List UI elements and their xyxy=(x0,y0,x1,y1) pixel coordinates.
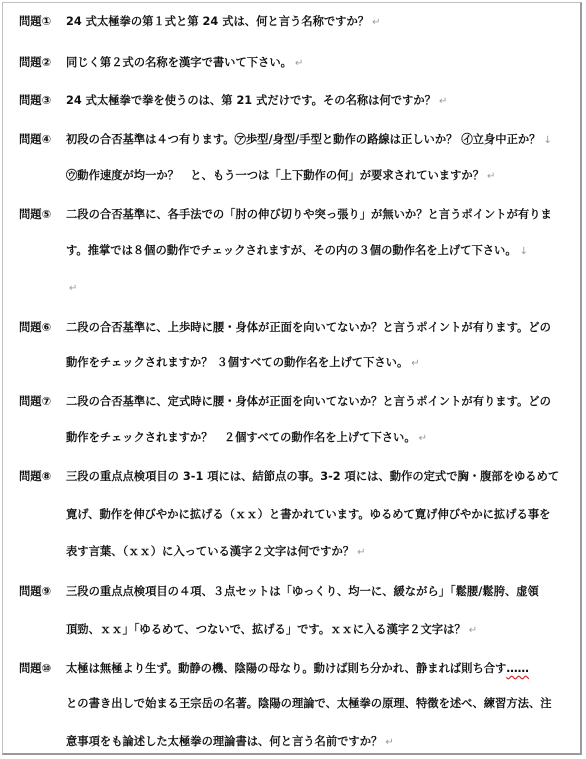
paragraph-mark: ↵ xyxy=(294,58,304,69)
paragraph-mark: ↓ xyxy=(519,246,529,257)
question-line: 寛げ、動作を伸びやかに拡げる（ｘｘ）と書かれています。ゆるめて寛げ伸びやかに拡げる事を xyxy=(66,508,551,521)
question-line: 三段の重点点検項目の 3-1 項には、結節点の事。3-2 項には、動作の定式で胸・腹部をゆるめて xyxy=(66,470,560,483)
question-label: 問題⑧ xyxy=(19,470,52,483)
question-line: 表す言葉、（ｘｘ）に入っている漢字２文字は何ですか？ ↵ xyxy=(66,545,366,558)
paragraph-mark: ↵ xyxy=(372,17,381,28)
question-line: ㋒動作速度が均一か？ と、もう一つは「上下動作の何」が要求されていますか？ ↵ xyxy=(66,169,496,182)
question-line: 太極は無極より生ず。動静の機、陰陽の母なり。動けば則ち分かれ、静まれば則ち合す…… xyxy=(66,662,529,675)
document-page xyxy=(2,2,582,755)
paragraph-mark: ↵ xyxy=(487,171,496,182)
question-line: 24 式太極拳で拳を使うのは、第 21 式だけです。その名称は何ですか？ ↵ xyxy=(66,94,448,107)
question-line: 同じく第２式の名称を漢字で書いて下さい。 ↵ xyxy=(66,56,304,69)
paragraph-mark: ↵ xyxy=(468,625,478,636)
paragraph-mark: ↵ xyxy=(418,433,428,444)
paragraph-mark: ↓ xyxy=(543,135,552,146)
paragraph-mark: ↵ xyxy=(69,283,78,294)
question-line: 二段の合否基準に、各手法での「肘の伸び切りや突っ張り」が無いか？と言うポイントが有りま xyxy=(66,208,552,221)
question-label: 問題④ xyxy=(19,133,52,146)
question-label: 問題② xyxy=(19,56,52,69)
question-label: 問題⑤ xyxy=(19,208,52,221)
question-label: 問題① xyxy=(19,15,52,28)
paragraph-mark: ↵ xyxy=(438,96,448,107)
question-line: 二段の合否基準に、上歩時に腰・身体が正面を向いてないか？と言うポイントが有ります。どの xyxy=(66,321,551,334)
question-line: 三段の重点点検項目の４項、３点セットは「ゆっくり、均一に、緩ながら」「鬆腰/鬆胯、虚領 xyxy=(66,585,539,598)
question-label: 問題③ xyxy=(19,94,52,107)
question-line: 意事項をも論述した太極拳の理論書は、何と言う名前ですか？ ↵ xyxy=(66,735,394,748)
paragraph-mark: ↵ xyxy=(411,358,420,369)
question-line: 動作をチェックされますか？ ２個すべての動作名を上げて下さい。 ↵ xyxy=(66,431,428,444)
question-label: 問題⑦ xyxy=(19,395,52,408)
question-line xyxy=(66,280,77,297)
question-line: 二段の合否基準に、定式時に腰・身体が正面を向いてないか？と言うポイントが有ります。どの xyxy=(66,395,551,408)
question-line: 初段の合否基準は４つ有ります。㋐歩型/身型/手型と動作の路線は正しいか？ ㋑立身中正か？ ↓ xyxy=(66,133,552,146)
question-label: 問題⑨ xyxy=(19,585,52,598)
question-line: 24 式太極拳の第１式と第 24 式は、何と言う名称ですか？ ↵ xyxy=(66,15,381,28)
question-line: 頂勁、ｘｘ」「ゆるめて、つないで、拡げる」です。ｘｘに入る漢字２文字は？ ↵ xyxy=(66,623,478,636)
question-line: す。推掌では８個の動作でチェックされますが、その内の３個の動作名を上げて下さい。 ↓ xyxy=(66,244,529,257)
paragraph-mark: ↵ xyxy=(357,547,366,558)
question-label: 問題⑩ xyxy=(19,662,52,675)
spellcheck-underline: …… xyxy=(506,662,529,675)
paragraph-mark: ↵ xyxy=(385,737,394,748)
question-label: 問題⑥ xyxy=(19,321,52,334)
question-line: 動作をチェックされますか？ ３個すべての動作名を上げて下さい。 ↵ xyxy=(66,356,420,369)
question-line: との書き出しで始まる王宗岳の名著。陰陽の理論で、太極拳の原理、特徴を述べ、練習方法、注 xyxy=(66,697,552,710)
